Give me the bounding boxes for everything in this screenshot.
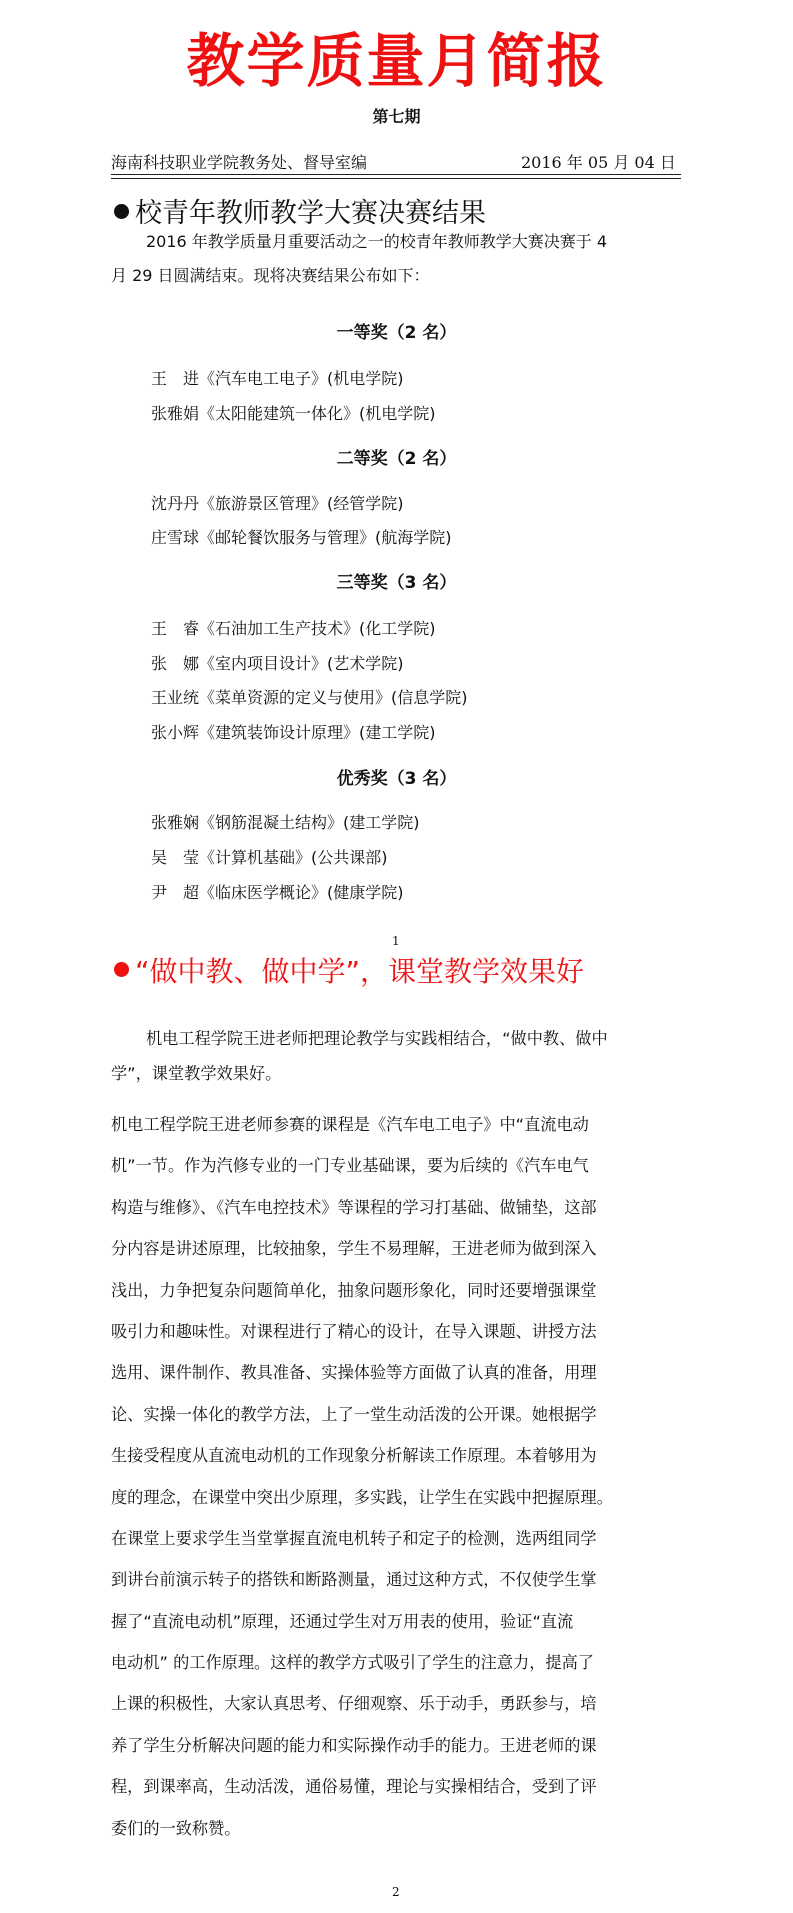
article-line: 构造与维修》、《汽车电控技术》等课程的学习打基础、做铺垫，这部 <box>111 1197 597 1217</box>
article-line: 在课堂上要求学生当堂掌握直流电机转子和定子的检测，选两组同学 <box>111 1528 597 1548</box>
bullet-dot-icon <box>114 204 129 219</box>
article-line: 机”一节。作为汽修专业的一门专业基础课，要为后续的《汽车电气 <box>111 1156 589 1176</box>
article-line: 生接受程度从直流电动机的工作现象分析解读工作原理。本着够用为 <box>111 1446 597 1466</box>
article-line: 选用、课件制作、教具准备、实操体验等方面做了认真的准备，用理 <box>111 1363 597 1383</box>
third-prize-heading: 三等奖（3 名） <box>336 573 457 593</box>
article-body <box>111 1104 685 1849</box>
bullet-dot-icon <box>114 962 129 977</box>
winner-entry: 王业统《菜单资源的定义与使用》(信息学院) <box>151 688 468 707</box>
winner-entry: 张小辉《建筑装饰设计原理》(建工学院) <box>151 723 436 742</box>
issue-number: 第七期 <box>372 107 421 126</box>
winner-entry: 吴 莹《计算机基础》(公共课部) <box>151 848 388 867</box>
article-line: 电动机” 的工作原理。这样的教学方式吸引了学生的注意力，提高了 <box>111 1653 594 1673</box>
intro-paragraph-line-2: 月 29 日圆满结束。现将决赛结果公布如下： <box>111 266 430 285</box>
merit-prize-heading: 优秀奖（3 名） <box>336 769 457 789</box>
winner-entry: 王 睿《石油加工生产技术》(化工学院) <box>151 619 436 638</box>
page-number: 1 <box>392 934 400 948</box>
intro-paragraph-line-1: 2016 年教学质量月重要活动之一的校青年教师教学大赛决赛于 4 <box>146 232 608 251</box>
newsletter-title: 教学质量月简报 <box>186 27 607 95</box>
header-rule-bottom <box>111 178 681 179</box>
article-line: 养了学生分析解决问题的能力和实际操作动手的能力。王进老师的课 <box>111 1735 597 1755</box>
issue-date: 2016 年 05 月 04 日 <box>521 153 676 172</box>
article-line: 论、实操一体化的教学方法，上了一堂生动活泼的公开课。她根据学 <box>111 1404 597 1424</box>
page-number: 2 <box>392 1885 400 1899</box>
winner-entry: 沈丹丹《旅游景区管理》(经管学院) <box>151 494 404 513</box>
article-line: 握了“直流电动机”原理，还通过学生对万用表的使用，验证“直流 <box>111 1611 574 1631</box>
winner-entry: 王 进《汽车电工电子》(机电学院) <box>151 369 404 388</box>
article-line: 机电工程学院王进老师参赛的课程是《汽车电工电子》中“直流电动 <box>111 1115 589 1134</box>
header-rule-top <box>111 174 681 175</box>
section-heading-teaching-effect <box>114 950 584 990</box>
editor-line: 海南科技职业学院教务处、督导室编 <box>111 153 368 172</box>
winner-entry: 张雅娟《太阳能建筑一体化》(机电学院) <box>151 404 436 423</box>
lead-paragraph-line-1: 机电工程学院王进老师把理论教学与实践相结合，“做中教、做中 <box>146 1029 608 1048</box>
first-prize-heading: 一等奖（2 名） <box>336 323 457 343</box>
article-line: 分内容是讲述原理，比较抽象，学生不易理解，王进老师为做到深入 <box>111 1239 597 1259</box>
winner-entry: 张 娜《室内项目设计》(艺术学院) <box>151 654 404 673</box>
second-prize-heading: 二等奖（2 名） <box>336 449 457 469</box>
winner-entry: 庄雪球《邮轮餐饮服务与管理》(航海学院) <box>151 528 452 547</box>
winner-entry: 张雅娴《钢筋混凝土结构》(建工学院) <box>151 813 420 832</box>
article-line: 程，到课率高，生动活泼，通俗易懂，理论与实操相结合，受到了评 <box>111 1777 597 1797</box>
article-line: 浅出，力争把复杂问题简单化，抽象问题形象化，同时还要增强课堂 <box>111 1280 597 1300</box>
article-line: 委们的一致称赞。 <box>111 1818 241 1838</box>
article-line: 度的理念，在课堂中突出少原理，多实践，让学生在实践中把握原理。 <box>111 1487 613 1507</box>
article-line: 上课的积极性，大家认真思考、仔细观察、乐于动手，勇跃参与，培 <box>111 1694 597 1714</box>
article-line: 吸引力和趣味性。对课程进行了精心的设计，在导入课题、讲授方法 <box>111 1321 597 1341</box>
section-heading-text: 校青年教师教学大赛决赛结果 <box>135 198 486 229</box>
winner-entry: 尹 超《临床医学概论》(健康学院) <box>151 883 404 902</box>
section-heading-text: “做中教、做中学”，课堂教学效果好 <box>135 955 585 988</box>
article-line: 到讲台前演示转子的搭铁和断路测量，通过这种方式，不仅使学生掌 <box>111 1570 597 1590</box>
lead-paragraph-line-2: 学”，课堂教学效果好。 <box>111 1064 282 1083</box>
